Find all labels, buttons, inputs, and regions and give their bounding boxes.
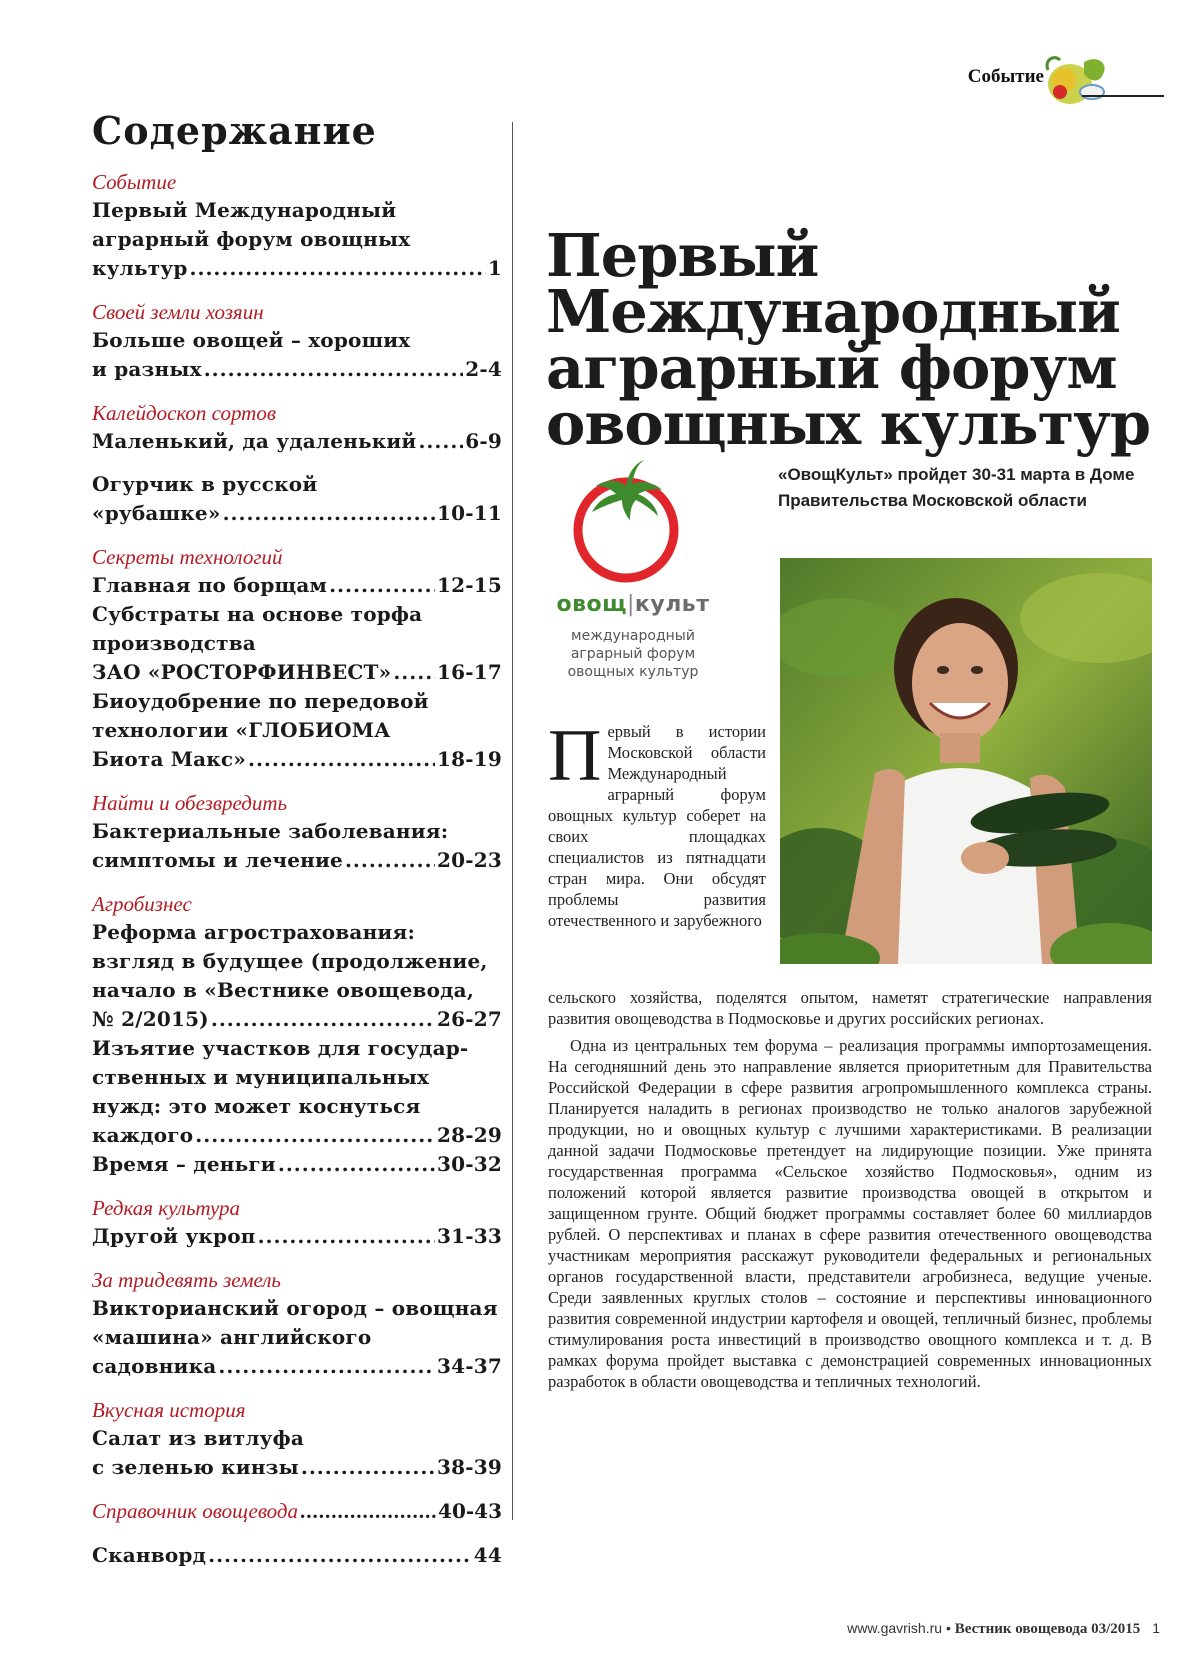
- toc-entry[interactable]: Другой укроп ..... 31-33: [92, 1222, 502, 1251]
- toc-section: [92, 790, 502, 875]
- toc-section: [92, 544, 502, 774]
- toc-category-entry[interactable]: Справочник овощевода ..... 40-43: [92, 1498, 502, 1525]
- article-lead-continuation: сельского хозяйства, поделятся опытом, наметят стратегические направления развития овощеводства в Подмосковье и других российских регионах.: [548, 988, 1152, 1028]
- toc-entry[interactable]: Биоудобрение по передовой технологии «ГЛОБИОМА Биота Макс» ..... 18-19: [92, 687, 502, 774]
- toc-entry[interactable]: Главная по борщам ..... 12-15: [92, 571, 502, 600]
- article-body: [548, 987, 1152, 1392]
- article-headline: Первый Международный аграрный форум овощных культур: [546, 221, 1151, 458]
- toc-category: Вкусная история: [92, 1398, 246, 1422]
- toc-category: Агробизнес: [92, 892, 192, 916]
- toc-category: Найти и обезвредить: [92, 791, 288, 815]
- toc-section: [92, 1195, 502, 1251]
- toc-entry[interactable]: Изъятие участков для государ- ственных и муниципальных нужд: это может коснуться каждого ..... 28-29: [92, 1034, 502, 1150]
- article-paragraph: Одна из центральных тем форума – реализация программы импортозамещения. На сегодняшний день это направление является приоритетным для Правительства Российской Федерации в сфере развития агропромышленного комплекса страны. Планируется наладить в регионах производство не только аналогов зарубежной продукции, но и овощных культур с лучшими характеристиками. В реализации данной задачи Подмосковье претендует на лидирующие позиции. Уже принята государственная программа «Сельское хозяйство Подмосковья», одним из положений которой является развитие производства овощей в открытом и защищенном грунте. Общий бюджет программы составляет более 60 миллиардов рублей. О перспективах и планах в сфере развития отечественного овощеводства участникам мероприятия расскажут руководители федеральных и региональных органов государственной власти, представители агробизнеса, ведущие ученые. Среди заявленных круглых столов – состояние и перспективы инновационного развития современной индустрии картофеля и овощей, тепличный бизнес, проблемы стимулирования роста инвестиций в производство овощного комплекса и т. д. В рамках форума пройдет выставка с демонстрацией современных инновационных разработок в области овощеводства и тепличных технологий.: [548, 1036, 1152, 1391]
- table-of-contents: [92, 108, 502, 1586]
- toc-section: [92, 1498, 502, 1525]
- toc-entry[interactable]: Реформа агрострахования: взгляд в будущее (продолжение, начало в «Вестнике овощевода, № 2/2015) ..... 26-27: [92, 918, 502, 1034]
- toc-section: [92, 891, 502, 1179]
- tomato-icon: [556, 456, 696, 586]
- toc-entry[interactable]: Время – деньги ..... 30-32: [92, 1150, 502, 1179]
- toc-entry[interactable]: Викторианский огород – овощная «машина» английского садовника ..... 34-37: [92, 1294, 502, 1381]
- toc-entry[interactable]: Бактериальные заболевания: симптомы и лечение ..... 20-23: [92, 817, 502, 875]
- page-number: 1: [1152, 1620, 1160, 1636]
- toc-category: Секреты технологий: [92, 545, 283, 569]
- toc-category: Событие: [92, 170, 177, 194]
- toc-entry[interactable]: Салат из витлуфа с зеленью кинзы ..... 38-39: [92, 1424, 502, 1482]
- toc-category: Своей земли хозяин: [92, 300, 264, 324]
- toc-category: Калейдоскоп сортов: [92, 401, 276, 425]
- toc-section: [92, 400, 502, 528]
- toc-entry[interactable]: Огурчик в русской «рубашке» ..... 10-11: [92, 470, 502, 528]
- toc-entry[interactable]: Субстраты на основе торфа производства ЗАО «РОСТОРФИНВЕСТ» ..... 16-17: [92, 600, 502, 687]
- footer-publication: Вестник овощевода 03/2015: [954, 1621, 1141, 1637]
- article-lead: Первый в истории Московской области Международный аграрный форум овощных культур соберет на своих площадках специалистов из пятнадцати стран мира. Они обсудят проблемы развития отечественного и зарубежного: [548, 715, 766, 930]
- toc-section: [92, 1541, 502, 1570]
- ovoshkult-logo: [548, 456, 718, 686]
- toc-entry[interactable]: Сканворд ..... 44: [92, 1541, 502, 1570]
- logo-tagline: международный аграрный форум овощных культур: [567, 628, 699, 680]
- toc-entry[interactable]: Маленький, да удаленький ..... 6-9: [92, 427, 502, 456]
- article-subhead: «ОвощКульт» пройдет 30-31 марта в Доме Правительства Московской области: [778, 465, 1135, 510]
- vegetables-logo-icon: [1040, 50, 1112, 112]
- column-divider: [512, 122, 513, 1520]
- drop-cap: П: [548, 715, 602, 797]
- toc-section: [92, 1267, 502, 1381]
- header-section-label: Событие: [967, 66, 1044, 87]
- toc-entry[interactable]: Больше овощей – хороших и разных ..... 2-4: [92, 326, 502, 384]
- page-footer: www.gavrish.ru • Вестник овощевода 03/2015 1: [847, 1620, 1160, 1637]
- toc-entry[interactable]: Первый Международный аграрный форум овощных культур ..... 1: [92, 196, 502, 283]
- toc-category: За тридевять земель: [92, 1268, 281, 1292]
- logo-wordmark: овощ|культ: [556, 592, 710, 617]
- footer-site-link[interactable]: www.gavrish.ru: [847, 1620, 943, 1636]
- header-rule: [1082, 95, 1164, 97]
- toc-title: Содержание: [92, 108, 377, 153]
- toc-section: [92, 299, 502, 384]
- toc-section: [92, 1397, 502, 1482]
- woman-with-zucchini-photo: [780, 558, 1152, 964]
- toc-section: [92, 169, 502, 283]
- toc-category: Редкая культура: [92, 1196, 241, 1220]
